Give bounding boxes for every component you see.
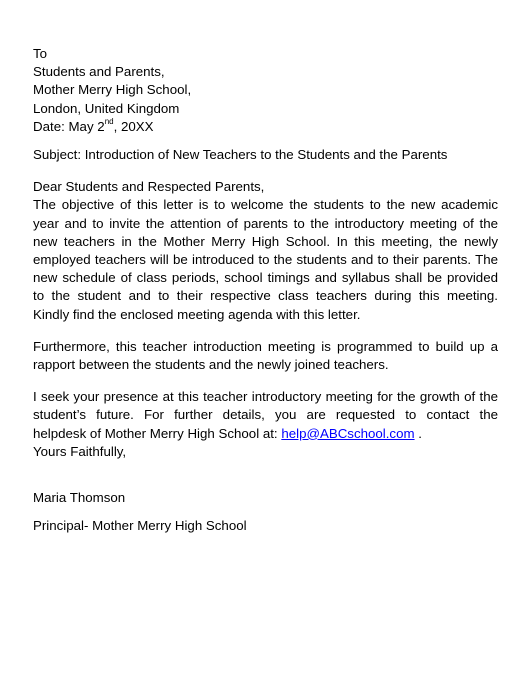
letter-page (33, 45, 498, 535)
paragraph-purpose (33, 338, 498, 374)
date-suffix-ordinal: nd (104, 117, 114, 127)
letter-salutation: Dear Students and Respected Parents, (33, 179, 265, 195)
paragraph-line: Furthermore, this teacher introduction meeting is programmed to build up a (33, 338, 498, 354)
paragraph-line: new teachers in the Mother Merry High School. In this meeting, the newly (33, 233, 498, 249)
paragraph-line: year and to invite the attention of parents to the introductory meeting of the (33, 215, 498, 231)
letter-subject: Subject: Introduction of New Teachers to the Students and the Parents (33, 147, 448, 163)
date-prefix: Date: May 2 (33, 118, 105, 134)
paragraph-line: to the student and to their respective class teachers during this meeting. (33, 288, 498, 304)
contact-suffix: . (414, 425, 422, 441)
paragraph-line: rapport between the students and the newly joined teachers. (33, 357, 389, 373)
address-recipient: Students and Parents, (33, 64, 165, 80)
paragraph-contact (33, 388, 498, 443)
letter-date (33, 118, 498, 136)
paragraph-line: Kindly find the enclosed meeting agenda with this letter. (33, 306, 361, 322)
address-location: London, United Kingdom (33, 100, 180, 116)
email-link[interactable]: help@ABCschool.com (281, 425, 415, 441)
contact-prefix: helpdesk of Mother Merry High School at: (33, 425, 282, 441)
letter-closing: Yours Faithfully, (33, 443, 127, 459)
paragraph-line: employed teachers will be introduced to the students and to their parents. The (33, 252, 498, 268)
address-to: To (33, 46, 48, 61)
signature-name: Maria Thomson (33, 490, 126, 506)
paragraph-line: student’s future. For further details, you are requested to contact the (33, 407, 498, 423)
paragraph-line (33, 425, 498, 443)
signature-title: Principal- Mother Merry High School (33, 518, 247, 534)
paragraph-intro (33, 196, 498, 323)
paragraph-line: new schedule of class periods, school timings and syllabus shall be provided (33, 270, 498, 286)
address-school: Mother Merry High School, (33, 82, 192, 98)
paragraph-line: I seek your presence at this teacher introductory meeting for the growth of the (33, 389, 498, 405)
paragraph-line: The objective of this letter is to welcome the students to the new academic (33, 197, 498, 213)
date-year: , 20XX (113, 118, 154, 134)
